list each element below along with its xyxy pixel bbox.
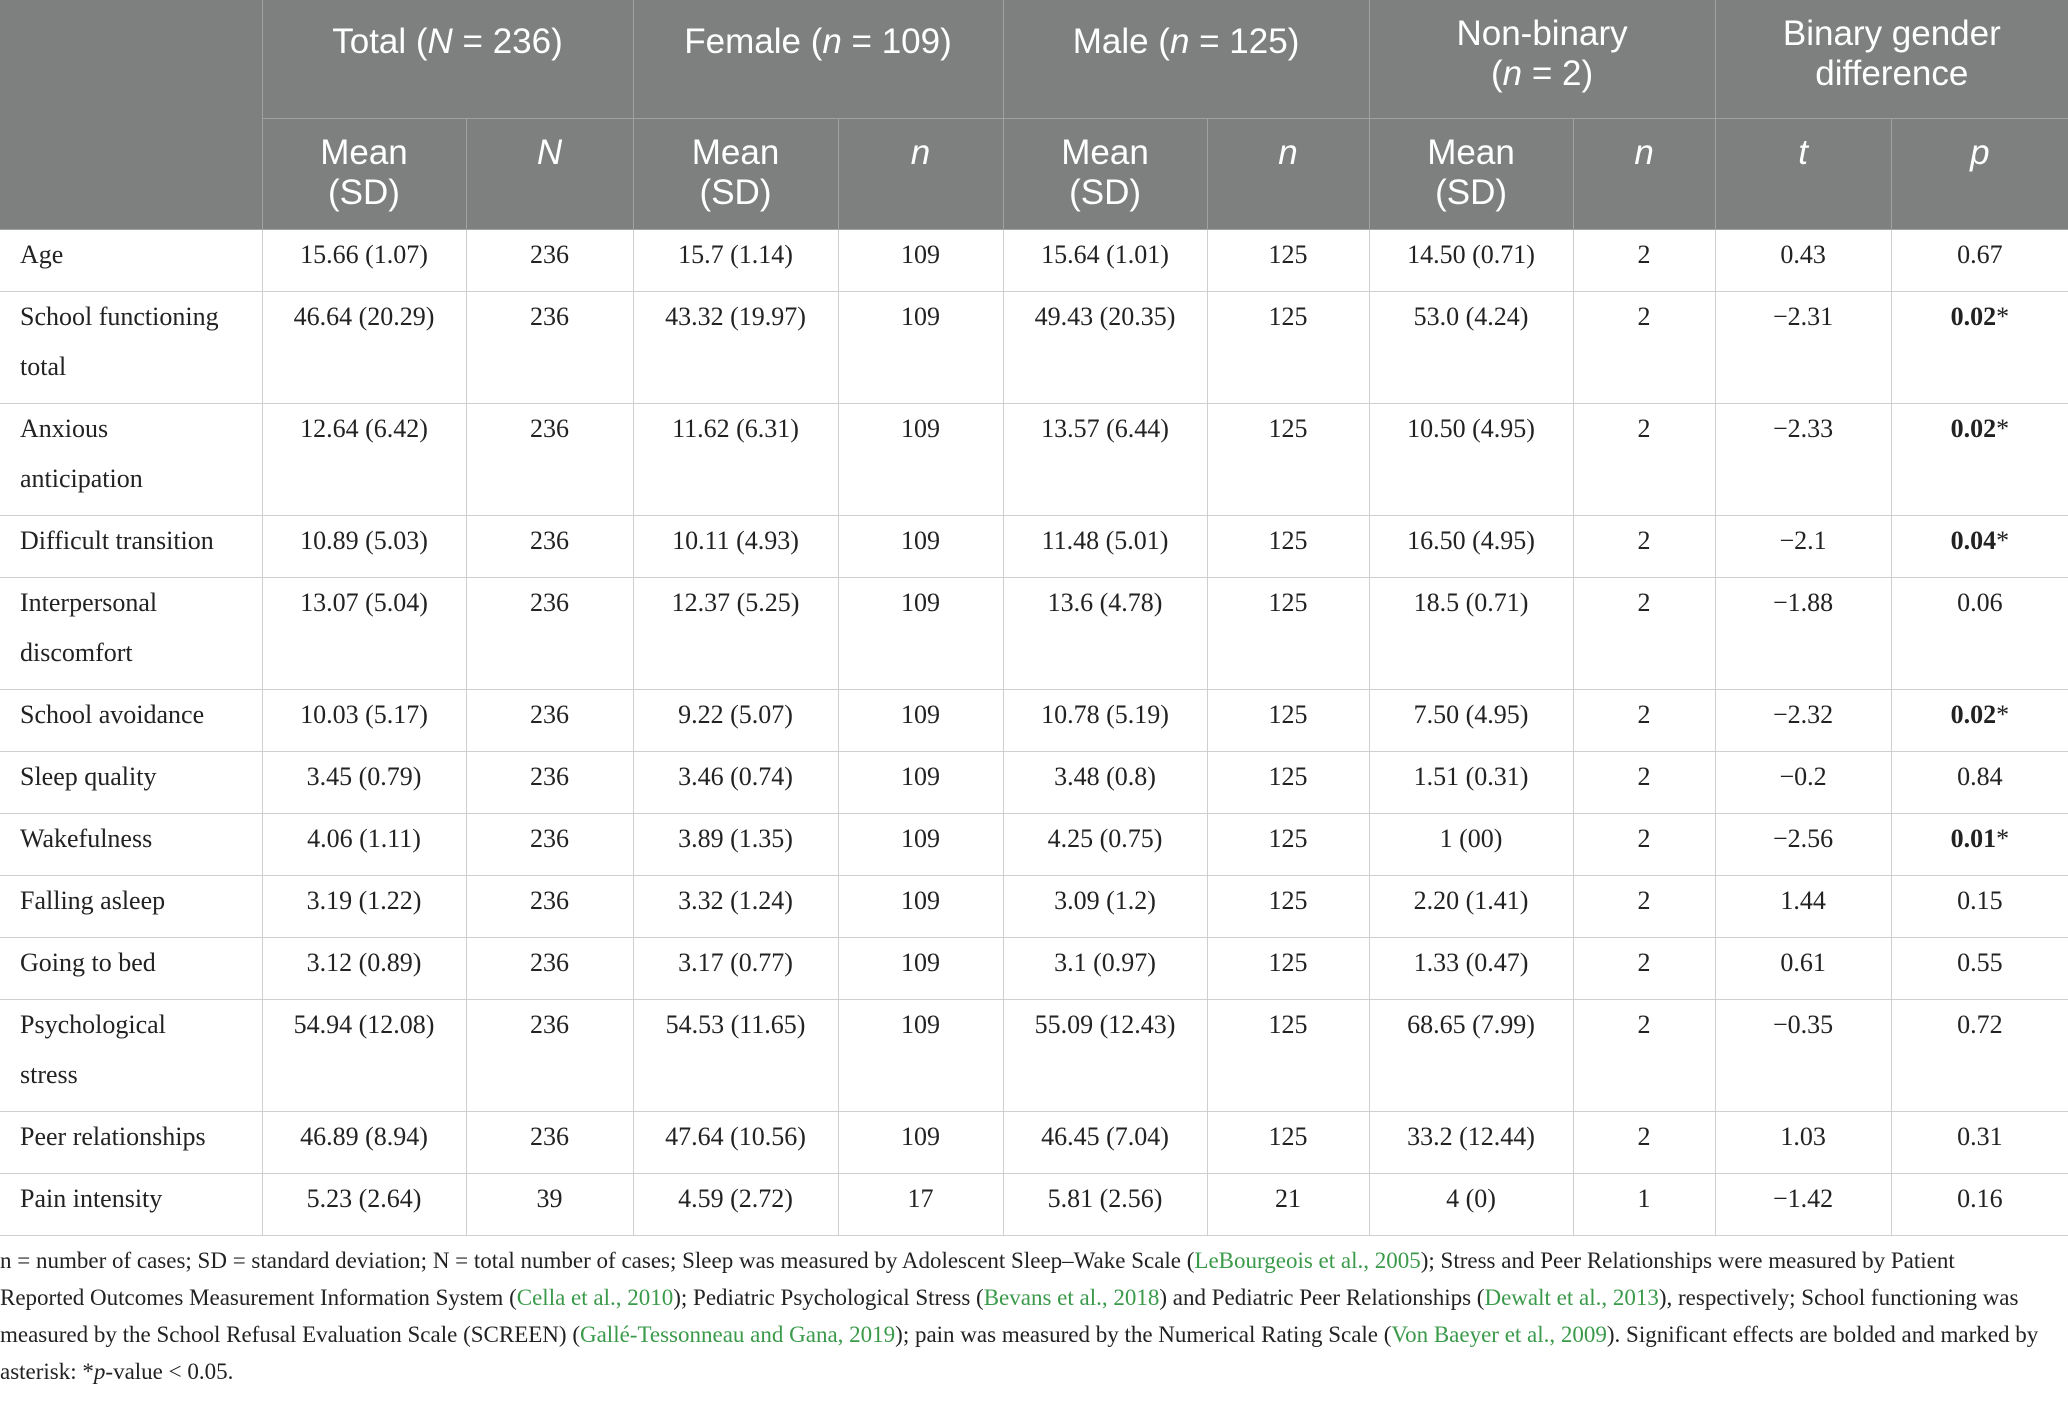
table-cell: 0.02* xyxy=(1891,689,2068,751)
table-cell: 3.17 (0.77) xyxy=(633,937,838,999)
table-cell: 17 xyxy=(838,1173,1003,1235)
table-cell: 39 xyxy=(466,1173,633,1235)
table-cell: 109 xyxy=(838,689,1003,751)
table-cell: 109 xyxy=(838,751,1003,813)
table-cell: 2 xyxy=(1573,875,1715,937)
footnote-text: ); Pediatric Psychological Stress ( xyxy=(673,1285,984,1310)
citation-link[interactable]: Von Baeyer et al., 2009 xyxy=(1391,1322,1607,1347)
table-cell: 125 xyxy=(1207,577,1369,689)
table-row xyxy=(0,403,2068,515)
citation-link[interactable]: Cella et al., 2010 xyxy=(516,1285,674,1310)
table-row xyxy=(0,1173,2068,1235)
table-cell: 1.03 xyxy=(1715,1111,1891,1173)
table-cell: 236 xyxy=(466,403,633,515)
table-cell: 11.62 (6.31) xyxy=(633,403,838,515)
subheader-n: n xyxy=(1207,118,1369,229)
table-cell: 4.06 (1.11) xyxy=(262,813,466,875)
table-cell: 5.23 (2.64) xyxy=(262,1173,466,1235)
table-cell: −0.2 xyxy=(1715,751,1891,813)
table-cell: 2 xyxy=(1573,577,1715,689)
table-cell: 54.94 (12.08) xyxy=(262,999,466,1111)
table-cell: 109 xyxy=(838,515,1003,577)
table-cell: −2.32 xyxy=(1715,689,1891,751)
significance-asterisk: * xyxy=(1996,699,2010,729)
subheader-p: p xyxy=(1891,118,2068,229)
table-cell: 1.33 (0.47) xyxy=(1369,937,1573,999)
table-cell: 0.31 xyxy=(1891,1111,2068,1173)
table-cell: 236 xyxy=(466,875,633,937)
table-cell: 10.11 (4.93) xyxy=(633,515,838,577)
table-cell: −1.88 xyxy=(1715,577,1891,689)
table-row xyxy=(0,1111,2068,1173)
table-cell: 1 (00) xyxy=(1369,813,1573,875)
table-cell: 109 xyxy=(838,999,1003,1111)
table-cell: 2 xyxy=(1573,229,1715,291)
table-cell: 43.32 (19.97) xyxy=(633,291,838,403)
table-cell: 125 xyxy=(1207,291,1369,403)
table-cell: 13.6 (4.78) xyxy=(1003,577,1207,689)
table-cell: 4 (0) xyxy=(1369,1173,1573,1235)
table-cell: 109 xyxy=(838,875,1003,937)
table-cell: 125 xyxy=(1207,999,1369,1111)
table-cell: 2 xyxy=(1573,999,1715,1111)
row-label: Peer relationships xyxy=(0,1111,262,1173)
table-cell: 1.44 xyxy=(1715,875,1891,937)
table-cell: 21 xyxy=(1207,1173,1369,1235)
table-cell: 3.1 (0.97) xyxy=(1003,937,1207,999)
subheader-mean-sd: Mean (SD) xyxy=(262,118,466,229)
table-cell: 16.50 (4.95) xyxy=(1369,515,1573,577)
significance-asterisk: * xyxy=(1996,413,2010,443)
row-label: School functioning total xyxy=(0,291,262,403)
footnote-text: ). Significant effects are bolded and marked by asterisk: * xyxy=(0,1322,2039,1384)
table-cell: 236 xyxy=(466,515,633,577)
table-cell: 0.02* xyxy=(1891,403,2068,515)
table-cell: 2 xyxy=(1573,403,1715,515)
table-cell: −2.56 xyxy=(1715,813,1891,875)
row-label: Wakefulness xyxy=(0,813,262,875)
table-cell: 109 xyxy=(838,291,1003,403)
table-cell: 33.2 (12.44) xyxy=(1369,1111,1573,1173)
table-cell: 3.09 (1.2) xyxy=(1003,875,1207,937)
table-cell: 3.89 (1.35) xyxy=(633,813,838,875)
row-label: Anxious anticipation xyxy=(0,403,262,515)
table-row xyxy=(0,937,2068,999)
table-row xyxy=(0,515,2068,577)
table-cell: 11.48 (5.01) xyxy=(1003,515,1207,577)
table-cell: 46.45 (7.04) xyxy=(1003,1111,1207,1173)
table-cell: 18.5 (0.71) xyxy=(1369,577,1573,689)
table-cell: 54.53 (11.65) xyxy=(633,999,838,1111)
table-cell: 0.55 xyxy=(1891,937,2068,999)
table-cell: 9.22 (5.07) xyxy=(633,689,838,751)
table-cell: 46.64 (20.29) xyxy=(262,291,466,403)
table-cell: 236 xyxy=(466,999,633,1111)
footnote-text: ) and Pediatric Peer Relationships ( xyxy=(1159,1285,1485,1310)
header-total: Total (N = 236) xyxy=(262,0,633,118)
row-label: Age xyxy=(0,229,262,291)
table-cell: 15.7 (1.14) xyxy=(633,229,838,291)
table-cell: 0.02* xyxy=(1891,291,2068,403)
footnote-text: ), respectively; School functioning was measured by the School Refusal Evaluation Scale (SCREEN) ( xyxy=(0,1285,2019,1347)
table-cell: 125 xyxy=(1207,751,1369,813)
row-label: Falling asleep xyxy=(0,875,262,937)
table-cell: 109 xyxy=(838,1111,1003,1173)
table-cell: 236 xyxy=(466,229,633,291)
table-cell: 2 xyxy=(1573,515,1715,577)
footnote-text: ); pain was measured by the Numerical Rating Scale ( xyxy=(895,1322,1392,1347)
citation-link[interactable]: Bevans et al., 2018 xyxy=(983,1285,1160,1310)
subheader-n: n xyxy=(1573,118,1715,229)
header-binary-gender-difference: Binary gender difference xyxy=(1715,0,2068,118)
table-cell: 12.37 (5.25) xyxy=(633,577,838,689)
table-row xyxy=(0,813,2068,875)
citation-link[interactable]: Gallé-Tessonneau and Gana, 2019 xyxy=(579,1322,896,1347)
table-cell: 10.89 (5.03) xyxy=(262,515,466,577)
table-cell: 68.65 (7.99) xyxy=(1369,999,1573,1111)
table-cell: 55.09 (12.43) xyxy=(1003,999,1207,1111)
table-cell: 236 xyxy=(466,577,633,689)
table-cell: 125 xyxy=(1207,1111,1369,1173)
table-cell: 109 xyxy=(838,577,1003,689)
table-cell: 2 xyxy=(1573,937,1715,999)
table-cell: 13.07 (5.04) xyxy=(262,577,466,689)
table-row xyxy=(0,689,2068,751)
table-cell: 13.57 (6.44) xyxy=(1003,403,1207,515)
table-cell: −1.42 xyxy=(1715,1173,1891,1235)
table-cell: 236 xyxy=(466,751,633,813)
table-cell: 109 xyxy=(838,937,1003,999)
row-label: Psychological stress xyxy=(0,999,262,1111)
table-cell: 3.46 (0.74) xyxy=(633,751,838,813)
table-footnote xyxy=(0,1242,2040,1390)
table-cell: 2 xyxy=(1573,689,1715,751)
subheader-t: t xyxy=(1715,118,1891,229)
table-cell: 0.01* xyxy=(1891,813,2068,875)
table-cell: 0.04* xyxy=(1891,515,2068,577)
table-cell: −2.31 xyxy=(1715,291,1891,403)
table-cell: 10.78 (5.19) xyxy=(1003,689,1207,751)
row-label: School avoidance xyxy=(0,689,262,751)
table-cell: 125 xyxy=(1207,937,1369,999)
table-row xyxy=(0,999,2068,1111)
subheader-mean-sd: Mean (SD) xyxy=(1003,118,1207,229)
significance-asterisk: * xyxy=(1996,525,2010,555)
table-cell: 125 xyxy=(1207,403,1369,515)
significance-asterisk: * xyxy=(1996,301,2010,331)
footnote-text: p xyxy=(93,1359,106,1384)
table-cell: 0.72 xyxy=(1891,999,2068,1111)
table-cell: −2.33 xyxy=(1715,403,1891,515)
table-cell: 236 xyxy=(466,1111,633,1173)
subheader-mean-sd: Mean (SD) xyxy=(633,118,838,229)
row-label: Sleep quality xyxy=(0,751,262,813)
table-cell: 109 xyxy=(838,813,1003,875)
table-cell: −2.1 xyxy=(1715,515,1891,577)
row-label: Interpersonal discomfort xyxy=(0,577,262,689)
table-cell: 15.66 (1.07) xyxy=(262,229,466,291)
table-cell: 236 xyxy=(466,291,633,403)
table-cell: 125 xyxy=(1207,875,1369,937)
table-row xyxy=(0,229,2068,291)
table-cell: 3.12 (0.89) xyxy=(262,937,466,999)
table-cell: 15.64 (1.01) xyxy=(1003,229,1207,291)
table-cell: 2 xyxy=(1573,813,1715,875)
footnote-text: -value < 0.05. xyxy=(105,1359,234,1384)
table-cell: 125 xyxy=(1207,813,1369,875)
table-cell: 46.89 (8.94) xyxy=(262,1111,466,1173)
table-row xyxy=(0,875,2068,937)
table-cell: 3.48 (0.8) xyxy=(1003,751,1207,813)
citation-link[interactable]: LeBourgeois et al., 2005 xyxy=(1194,1248,1421,1273)
table-cell: 125 xyxy=(1207,229,1369,291)
table-cell: 4.59 (2.72) xyxy=(633,1173,838,1235)
citation-link[interactable]: Dewalt et al., 2013 xyxy=(1484,1285,1659,1310)
table-row xyxy=(0,291,2068,403)
table-cell: 53.0 (4.24) xyxy=(1369,291,1573,403)
table-cell: 10.50 (4.95) xyxy=(1369,403,1573,515)
table-row xyxy=(0,751,2068,813)
table-cell: 0.15 xyxy=(1891,875,2068,937)
table-header xyxy=(0,0,2068,229)
header-corner xyxy=(0,0,262,229)
table-cell: 236 xyxy=(466,689,633,751)
row-label: Pain intensity xyxy=(0,1173,262,1235)
table-cell: 2 xyxy=(1573,751,1715,813)
table-cell: 2 xyxy=(1573,291,1715,403)
table-cell: −0.35 xyxy=(1715,999,1891,1111)
significance-asterisk: * xyxy=(1996,823,2010,853)
row-label: Difficult transition xyxy=(0,515,262,577)
table-cell: 0.67 xyxy=(1891,229,2068,291)
table-cell: 2 xyxy=(1573,1111,1715,1173)
table-cell: 125 xyxy=(1207,689,1369,751)
table-cell: 125 xyxy=(1207,515,1369,577)
footnote-text: n = number of cases; SD = standard deviation; N = total number of cases; Sleep was measured by Adolescent Sleep–Wake Scale ( xyxy=(0,1248,1195,1273)
table-cell: 0.16 xyxy=(1891,1173,2068,1235)
table-cell: 1.51 (0.31) xyxy=(1369,751,1573,813)
table-cell: 0.43 xyxy=(1715,229,1891,291)
table-cell: 236 xyxy=(466,813,633,875)
table-cell: 109 xyxy=(838,403,1003,515)
header-non-binary: Non-binary (n = 2) xyxy=(1369,0,1715,118)
table-cell: 49.43 (20.35) xyxy=(1003,291,1207,403)
table-cell: 5.81 (2.56) xyxy=(1003,1173,1207,1235)
table-cell: 14.50 (0.71) xyxy=(1369,229,1573,291)
table-cell: 3.45 (0.79) xyxy=(262,751,466,813)
table-cell: 47.64 (10.56) xyxy=(633,1111,838,1173)
table-cell: 7.50 (4.95) xyxy=(1369,689,1573,751)
table-cell: 1 xyxy=(1573,1173,1715,1235)
subheader-n: n xyxy=(838,118,1003,229)
row-label: Going to bed xyxy=(0,937,262,999)
table-cell: 12.64 (6.42) xyxy=(262,403,466,515)
table-cell: 0.61 xyxy=(1715,937,1891,999)
table-cell: 2.20 (1.41) xyxy=(1369,875,1573,937)
header-male: Male (n = 125) xyxy=(1003,0,1369,118)
table-body xyxy=(0,229,2068,1235)
table-cell: 0.06 xyxy=(1891,577,2068,689)
table-cell: 236 xyxy=(466,937,633,999)
subheader-mean-sd: Mean (SD) xyxy=(1369,118,1573,229)
table-row xyxy=(0,577,2068,689)
table-cell: 10.03 (5.17) xyxy=(262,689,466,751)
table-cell: 3.32 (1.24) xyxy=(633,875,838,937)
table-cell: 4.25 (0.75) xyxy=(1003,813,1207,875)
table-cell: 3.19 (1.22) xyxy=(262,875,466,937)
subheader-n: N xyxy=(466,118,633,229)
header-female: Female (n = 109) xyxy=(633,0,1003,118)
table-cell: 109 xyxy=(838,229,1003,291)
footnote-text: ); Stress and Peer Relationships were measured by Patient Reported Outcomes Measurement Information System ( xyxy=(0,1248,1955,1310)
table-cell: 0.84 xyxy=(1891,751,2068,813)
